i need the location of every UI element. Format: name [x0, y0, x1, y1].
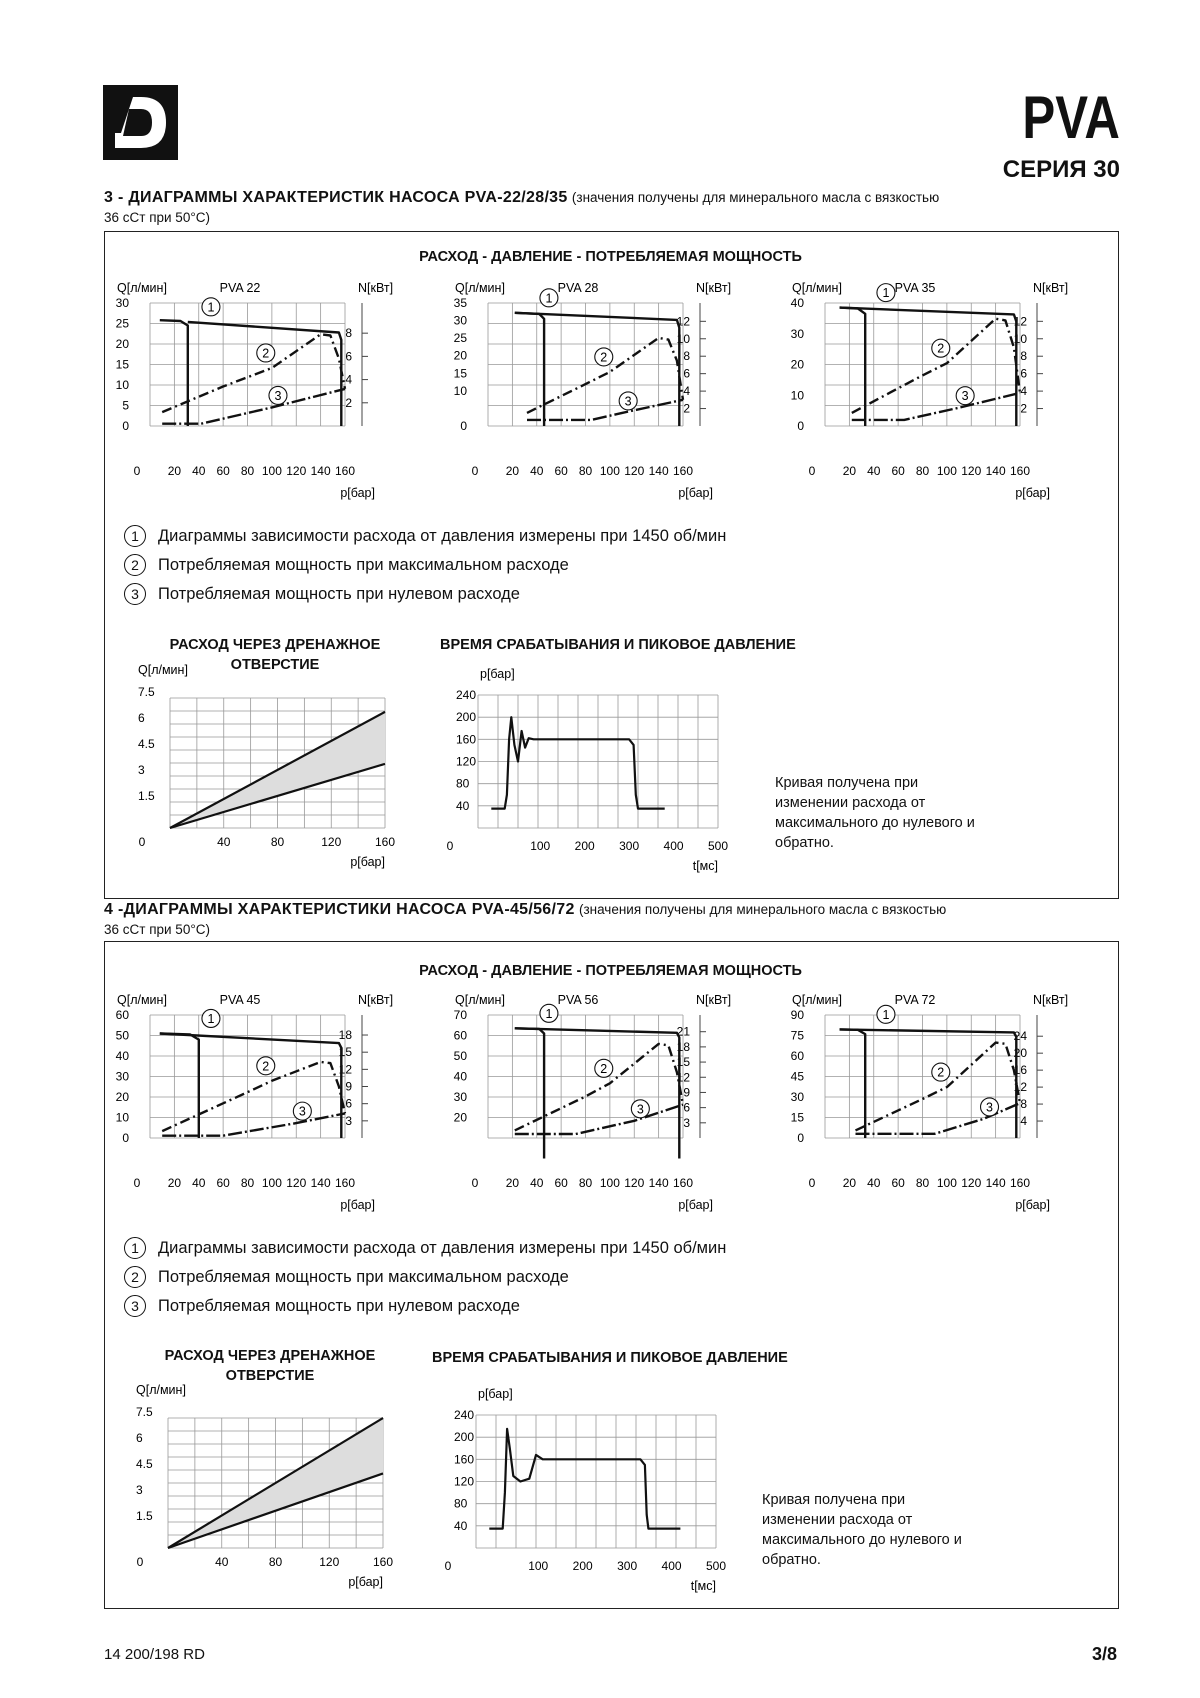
note-line: изменении расхода от	[762, 1512, 913, 1528]
legend-num: 1	[124, 1237, 146, 1259]
legend-num: 1	[124, 525, 146, 547]
p-tick-label: 100	[261, 1176, 282, 1190]
p-tick-label: 160	[1009, 1176, 1031, 1190]
p-tick-label: 20	[505, 464, 520, 478]
p-tick-label: 20	[167, 464, 182, 478]
p-tick-label: 100	[936, 1176, 957, 1190]
curve-1	[840, 308, 866, 426]
curve-3	[527, 400, 683, 420]
section-4-title: 4 -ДИАГРАММЫ ХАРАКТЕРИСТИКИ НАСОСА PVA-45/56/72	[104, 901, 575, 918]
p-tick-label: 0	[133, 464, 141, 478]
note-line: Кривая получена при	[762, 1492, 906, 1508]
n-tick-label: 9	[683, 1085, 690, 1100]
n-tick-label: 4	[1020, 384, 1027, 399]
p-tick-label: 0	[471, 464, 479, 478]
n-tick-label: 6	[683, 1100, 690, 1115]
p-tick-label: 40	[192, 1176, 206, 1190]
chart-title: PVA 35	[894, 281, 936, 295]
p-tick-label: 120	[624, 1176, 645, 1190]
n-tick-label: 12	[338, 1062, 352, 1077]
p-tick-label: 40	[867, 464, 881, 478]
q-tick-label: 30	[453, 1090, 467, 1104]
n-tick-label: 20	[1013, 1046, 1027, 1061]
x-tick-label: 100	[530, 839, 551, 853]
q-tick-label: 15	[115, 357, 129, 372]
n-tick-label: 12	[1013, 314, 1027, 329]
curve-2	[162, 334, 345, 412]
p-tick-label: 40	[530, 464, 544, 478]
q-tick-label: 35	[453, 296, 467, 310]
page-number: 3/8	[1091, 1644, 1117, 1664]
q-tick-label: 20	[115, 337, 129, 351]
q-tick-label: 10	[115, 1110, 129, 1125]
curve-marker-label: 3	[636, 1102, 644, 1117]
p-tick-label: 60	[554, 1176, 568, 1190]
legend-text: Диаграммы зависимости расхода от давления измерены при 1450 об/мин	[158, 1238, 727, 1257]
p-tick-label: 80	[240, 464, 255, 478]
curve-3	[162, 389, 345, 424]
p-tick-label: 0	[133, 1176, 141, 1190]
y-tick-label: 4.5	[136, 1457, 153, 1471]
legend-item-2	[124, 554, 569, 576]
n-tick-label: 18	[338, 1028, 352, 1043]
n-axis-label: N[кВт]	[1033, 281, 1069, 295]
legend-num: 3	[124, 1295, 146, 1317]
n-tick-label: 16	[1013, 1063, 1027, 1078]
q-tick-label: 20	[790, 357, 804, 372]
q-axis-label: Q[л/мин]	[455, 281, 505, 295]
curve-marker-label: 3	[961, 389, 969, 404]
section-4-subtitle-cont: 36 сСт при 50°C)	[104, 922, 210, 937]
p-tick-label: 80	[578, 464, 593, 478]
chart-title: PVA 72	[894, 993, 936, 1007]
p-tick-label: 120	[961, 1176, 982, 1190]
n-axis-label: N[кВт]	[358, 281, 394, 295]
n-tick-label: 4	[683, 384, 690, 399]
legend-item-2	[124, 1266, 569, 1288]
p-tick-label: 20	[842, 1176, 857, 1190]
p-tick-label: 100	[936, 464, 957, 478]
q-tick-label: 40	[790, 296, 804, 310]
n-tick-label: 4	[345, 372, 352, 387]
n-tick-label: 10	[676, 331, 690, 346]
p-tick-label: 20	[505, 1176, 520, 1190]
legend-num: 3	[124, 583, 146, 605]
p-tick-label: 100	[599, 1176, 620, 1190]
q-tick-label: 50	[453, 1049, 467, 1063]
p-tick-label: 40	[192, 464, 206, 478]
p-axis-label: р[бар]	[678, 486, 713, 500]
p-axis-label: р[бар]	[350, 855, 385, 869]
p-tick-label: 20	[842, 464, 857, 478]
p-tick-label: 40	[867, 1176, 881, 1190]
curve-marker-label: 2	[262, 1059, 270, 1074]
curve-marker-label: 2	[937, 341, 945, 356]
p-tick-label: 0	[808, 464, 816, 478]
curve-1	[188, 322, 341, 426]
q-tick-label: 25	[453, 331, 467, 346]
legend-text: Потребляемая мощность при максимальном расходе	[158, 555, 569, 574]
x-tick-label: 160	[372, 1555, 394, 1569]
drain-title-line: ОТВЕРСТИЕ	[225, 1368, 315, 1384]
p-tick-label: 80	[915, 1176, 930, 1190]
p-tick-label: 80	[915, 464, 930, 478]
section-4-subtitle: (значения получены для минерального масла с вязкостью	[578, 902, 947, 917]
t-axis-label: t[мс]	[690, 1579, 716, 1593]
p-tick-label: 160	[334, 1176, 356, 1190]
p-tick-label: 20	[167, 1176, 182, 1190]
p-tick-label: 140	[648, 464, 669, 478]
curve-1	[515, 1028, 544, 1158]
curve-3	[162, 1113, 345, 1135]
p-tick-label: 0	[808, 1176, 816, 1190]
x-tick-label: 0	[136, 1555, 144, 1569]
q-tick-label: 15	[453, 366, 467, 381]
y-tick-label: 7.5	[138, 685, 155, 699]
q-tick-label: 90	[790, 1008, 804, 1022]
n-axis-label: N[кВт]	[1033, 993, 1069, 1007]
p-tick-label: 120	[624, 464, 645, 478]
curve-1	[160, 1034, 199, 1139]
n-tick-label: 3	[345, 1113, 352, 1128]
p-tick-label: 60	[216, 464, 230, 478]
drain-flow-chart	[118, 1378, 408, 1593]
n-tick-label: 6	[683, 366, 690, 381]
x-tick-label: 100	[528, 1559, 549, 1573]
q-tick-label: 0	[797, 419, 804, 433]
q-tick-label: 60	[790, 1049, 804, 1063]
p-axis-label: р[бар]	[1015, 1198, 1050, 1212]
note-line: максимального до нулевого и	[762, 1532, 962, 1548]
p-tick-label: 160	[672, 464, 694, 478]
curve-marker-label: 3	[986, 1100, 994, 1115]
q-tick-label: 5	[122, 398, 129, 413]
y-tick-label: 160	[454, 1452, 475, 1467]
n-axis-label: N[кВт]	[696, 993, 732, 1007]
note-line: изменении расхода от	[775, 795, 926, 811]
y-tick-label: 160	[456, 732, 477, 747]
curve-3	[852, 393, 1020, 420]
y-tick-label: 4.5	[138, 737, 155, 751]
pva28-chart	[453, 278, 773, 508]
q-tick-label: 30	[115, 296, 129, 310]
note-line: обратно.	[762, 1552, 821, 1568]
n-tick-label: 15	[338, 1045, 352, 1060]
section-3-subtitle-cont: 36 сСт при 50°C)	[104, 210, 210, 225]
pva22-chart	[115, 278, 435, 508]
q-axis-label: Q[л/мин]	[455, 993, 505, 1007]
y-tick-label: 120	[454, 1474, 475, 1489]
response-time-chart	[444, 1382, 736, 1597]
q-tick-label: 0	[460, 419, 467, 433]
x-tick-label: 400	[661, 1559, 682, 1573]
section-4-box-title: РАСХОД - ДАВЛЕНИЕ - ПОТРЕБЛЯЕМАЯ МОЩНОСТЬ	[419, 963, 802, 979]
q-tick-label: 45	[790, 1069, 804, 1084]
q-axis-label: Q[л/мин]	[138, 663, 188, 677]
q-tick-label: 60	[453, 1028, 467, 1043]
document-code: 14 200/198 RD	[104, 1646, 205, 1663]
curve-marker-label: 1	[207, 300, 215, 315]
n-tick-label: 12	[676, 314, 690, 329]
curve-marker-label: 2	[600, 350, 608, 365]
p-tick-label: 100	[599, 464, 620, 478]
n-tick-label: 2	[1020, 401, 1027, 416]
x-tick-label: 500	[707, 839, 729, 853]
q-axis-label: Q[л/мин]	[792, 993, 842, 1007]
pva56-chart	[453, 990, 773, 1220]
y-tick-label: 6	[138, 711, 145, 725]
legend-text: Потребляемая мощность при максимальном расходе	[158, 1267, 569, 1286]
n-tick-label: 8	[345, 326, 352, 341]
n-axis-label: N[кВт]	[358, 993, 394, 1007]
n-tick-label: 15	[676, 1055, 690, 1070]
y-tick-label: 80	[454, 1496, 468, 1511]
p-tick-label: 80	[240, 1176, 255, 1190]
p-tick-label: 80	[578, 1176, 593, 1190]
curve-marker-label: 2	[262, 346, 270, 361]
p-axis-label: р[бар]	[478, 1387, 513, 1401]
note-line: Кривая получена при	[775, 775, 919, 791]
x-tick-label: 40	[217, 835, 231, 849]
curve-marker-label: 3	[274, 388, 282, 403]
q-axis-label: Q[л/мин]	[136, 1383, 186, 1397]
p-tick-label: 160	[334, 464, 356, 478]
response-chart-title: ВРЕМЯ СРАБАТЫВАНИЯ И ПИКОВОЕ ДАВЛЕНИЕ	[440, 637, 796, 653]
q-tick-label: 0	[122, 1131, 129, 1145]
y-tick-label: 200	[454, 1430, 475, 1445]
x-tick-label: 80	[270, 835, 285, 849]
p-axis-label: р[бар]	[480, 667, 515, 681]
x-tick-label: 300	[617, 1559, 638, 1573]
curve-1	[515, 313, 544, 426]
n-tick-label: 12	[1013, 1080, 1027, 1095]
q-tick-label: 75	[790, 1028, 804, 1043]
p-tick-label: 60	[891, 464, 905, 478]
x-tick-label: 500	[705, 1559, 727, 1573]
curve-1	[160, 1034, 341, 1139]
response-chart-title: ВРЕМЯ СРАБАТЫВАНИЯ И ПИКОВОЕ ДАВЛЕНИЕ	[432, 1350, 788, 1366]
x-tick-label: 120	[321, 835, 342, 849]
q-tick-label: 10	[453, 383, 467, 398]
x-tick-label: 40	[215, 1555, 229, 1569]
t-axis-label: t[мс]	[692, 859, 718, 873]
q-tick-label: 20	[453, 348, 467, 363]
curve-marker-label: 1	[882, 1007, 890, 1022]
p-axis-label: р[бар]	[348, 1575, 383, 1589]
section-3-title: 3 - ДИАГРАММЫ ХАРАКТЕРИСТИК НАСОСА PVA-22/28/35	[104, 189, 568, 206]
q-tick-label: 10	[115, 378, 129, 392]
q-tick-label: 70	[453, 1008, 467, 1022]
p-tick-label: 60	[891, 1176, 905, 1190]
p-tick-label: 140	[985, 464, 1006, 478]
series-label: СЕРИЯ 30	[1002, 156, 1120, 183]
x-tick-label: 120	[319, 1555, 340, 1569]
curve-marker-label: 1	[545, 291, 553, 306]
q-tick-label: 20	[453, 1110, 467, 1125]
n-tick-label: 6	[345, 1096, 352, 1111]
pva72-chart	[790, 990, 1110, 1220]
q-tick-label: 40	[115, 1049, 129, 1063]
legend-num: 2	[124, 1266, 146, 1288]
p-axis-label: р[бар]	[1015, 486, 1050, 500]
p-tick-label: 120	[286, 1176, 307, 1190]
n-tick-label: 4	[1020, 1114, 1027, 1129]
p-tick-label: 140	[648, 1176, 669, 1190]
response-note	[775, 773, 1015, 853]
section-4-heading	[104, 900, 1114, 940]
pva35-chart	[790, 278, 1110, 508]
n-tick-label: 21	[676, 1024, 690, 1039]
y-tick-label: 7.5	[136, 1405, 153, 1419]
note-line: обратно.	[775, 835, 834, 851]
x-tick-label: 0	[444, 1559, 452, 1573]
legend-item-1	[124, 1237, 726, 1259]
n-tick-label: 24	[1013, 1029, 1027, 1044]
company-logo-d-icon	[103, 85, 178, 160]
legend-text: Потребляемая мощность при нулевом расходе	[158, 584, 520, 603]
y-tick-label: 6	[136, 1431, 143, 1445]
n-tick-label: 8	[683, 349, 690, 364]
legend-item-3	[124, 1295, 520, 1317]
p-tick-label: 40	[530, 1176, 544, 1190]
curve-2	[162, 1062, 345, 1131]
y-tick-label: 240	[454, 1408, 475, 1422]
y-tick-label: 240	[456, 688, 477, 702]
y-tick-label: 1.5	[136, 1509, 153, 1523]
p-axis-label: р[бар]	[678, 1198, 713, 1212]
curve-marker-label: 1	[207, 1011, 215, 1026]
y-tick-label: 40	[454, 1518, 468, 1533]
q-axis-label: Q[л/мин]	[792, 281, 842, 295]
n-tick-label: 10	[1013, 331, 1027, 346]
curve-1	[515, 313, 680, 426]
n-axis-label: N[кВт]	[696, 281, 732, 295]
x-tick-label: 400	[663, 839, 684, 853]
n-tick-label: 8	[1020, 349, 1027, 364]
q-axis-label: Q[л/мин]	[117, 281, 167, 295]
product-title: PVA	[1022, 84, 1120, 151]
legend-num: 2	[124, 554, 146, 576]
x-tick-label: 0	[138, 835, 146, 849]
n-tick-label: 12	[676, 1070, 690, 1085]
drain-title-line: ОТВЕРСТИЕ	[230, 657, 320, 673]
p-axis-label: р[бар]	[340, 1198, 375, 1212]
n-tick-label: 18	[676, 1039, 690, 1054]
section-3-heading	[104, 188, 1114, 228]
chart-title: PVA 28	[557, 281, 599, 295]
section-3-box-title: РАСХОД - ДАВЛЕНИЕ - ПОТРЕБЛЯЕМАЯ МОЩНОСТЬ	[419, 249, 802, 265]
y-tick-label: 120	[456, 754, 477, 769]
curve-marker-label: 3	[624, 394, 632, 409]
p-tick-label: 120	[286, 464, 307, 478]
curve-marker-label: 1	[882, 286, 890, 301]
y-tick-label: 1.5	[138, 789, 155, 803]
n-tick-label: 8	[1020, 1097, 1027, 1112]
n-tick-label: 2	[345, 395, 352, 410]
y-tick-label: 40	[456, 798, 470, 813]
section-3-subtitle: (значения получены для минерального масла с вязкостью	[571, 190, 940, 205]
q-tick-label: 10	[790, 388, 804, 403]
p-tick-label: 140	[985, 1176, 1006, 1190]
n-tick-label: 3	[683, 1115, 690, 1130]
p-tick-label: 160	[1009, 464, 1031, 478]
chart-title: PVA 22	[219, 281, 261, 295]
legend-text: Диаграммы зависимости расхода от давления измерены при 1450 об/мин	[158, 526, 727, 545]
n-tick-label: 6	[1020, 366, 1027, 381]
note-line: максимального до нулевого и	[775, 815, 975, 831]
pva45-chart	[115, 990, 435, 1220]
curve-marker-label: 2	[937, 1065, 945, 1080]
legend-text: Потребляемая мощность при нулевом расходе	[158, 1296, 520, 1315]
legend-item-1	[124, 525, 726, 547]
drain-title-line: РАСХОД ЧЕРЕЗ ДРЕНАЖНОЕ	[164, 1348, 376, 1364]
q-tick-label: 30	[453, 313, 467, 328]
p-tick-label: 120	[961, 464, 982, 478]
x-tick-label: 80	[268, 1555, 283, 1569]
q-tick-label: 60	[115, 1008, 129, 1022]
p-tick-label: 140	[310, 464, 331, 478]
n-tick-label: 9	[345, 1079, 352, 1094]
y-tick-label: 200	[456, 710, 477, 725]
chart-title: PVA 56	[557, 993, 599, 1007]
y-tick-label: 3	[138, 763, 145, 777]
x-tick-label: 200	[574, 839, 595, 853]
curve-marker-label: 3	[298, 1104, 306, 1119]
n-tick-label: 6	[345, 349, 352, 364]
x-tick-label: 300	[619, 839, 640, 853]
p-tick-label: 100	[261, 464, 282, 478]
q-tick-label: 0	[797, 1131, 804, 1145]
drain-title-line: РАСХОД ЧЕРЕЗ ДРЕНАЖНОЕ	[169, 637, 381, 653]
response-time-chart	[446, 662, 738, 877]
y-tick-label: 3	[136, 1483, 143, 1497]
x-tick-label: 200	[572, 1559, 593, 1573]
q-tick-label: 40	[453, 1069, 467, 1084]
drain-flow-chart	[120, 658, 410, 873]
chart-title: PVA 45	[219, 993, 261, 1007]
q-tick-label: 30	[790, 1090, 804, 1104]
x-tick-label: 160	[374, 835, 396, 849]
n-tick-label: 2	[683, 401, 690, 416]
curve-marker-label: 2	[600, 1061, 608, 1076]
p-tick-label: 0	[471, 1176, 479, 1190]
response-note	[762, 1490, 1002, 1570]
q-tick-label: 0	[122, 419, 129, 433]
curve-marker-label: 1	[545, 1006, 553, 1021]
q-tick-label: 15	[790, 1110, 804, 1125]
q-tick-label: 30	[790, 326, 804, 341]
y-tick-label: 80	[456, 776, 470, 791]
x-tick-label: 0	[446, 839, 454, 853]
p-tick-label: 140	[310, 1176, 331, 1190]
q-axis-label: Q[л/мин]	[117, 993, 167, 1007]
response-curve	[489, 1429, 680, 1529]
q-tick-label: 50	[115, 1028, 129, 1043]
q-tick-label: 30	[115, 1069, 129, 1084]
p-axis-label: р[бар]	[340, 486, 375, 500]
p-tick-label: 60	[554, 464, 568, 478]
q-tick-label: 25	[115, 316, 129, 331]
p-tick-label: 160	[672, 1176, 694, 1190]
p-tick-label: 60	[216, 1176, 230, 1190]
legend-item-3	[124, 583, 520, 605]
curve-1	[840, 1029, 866, 1138]
q-tick-label: 20	[115, 1090, 129, 1104]
